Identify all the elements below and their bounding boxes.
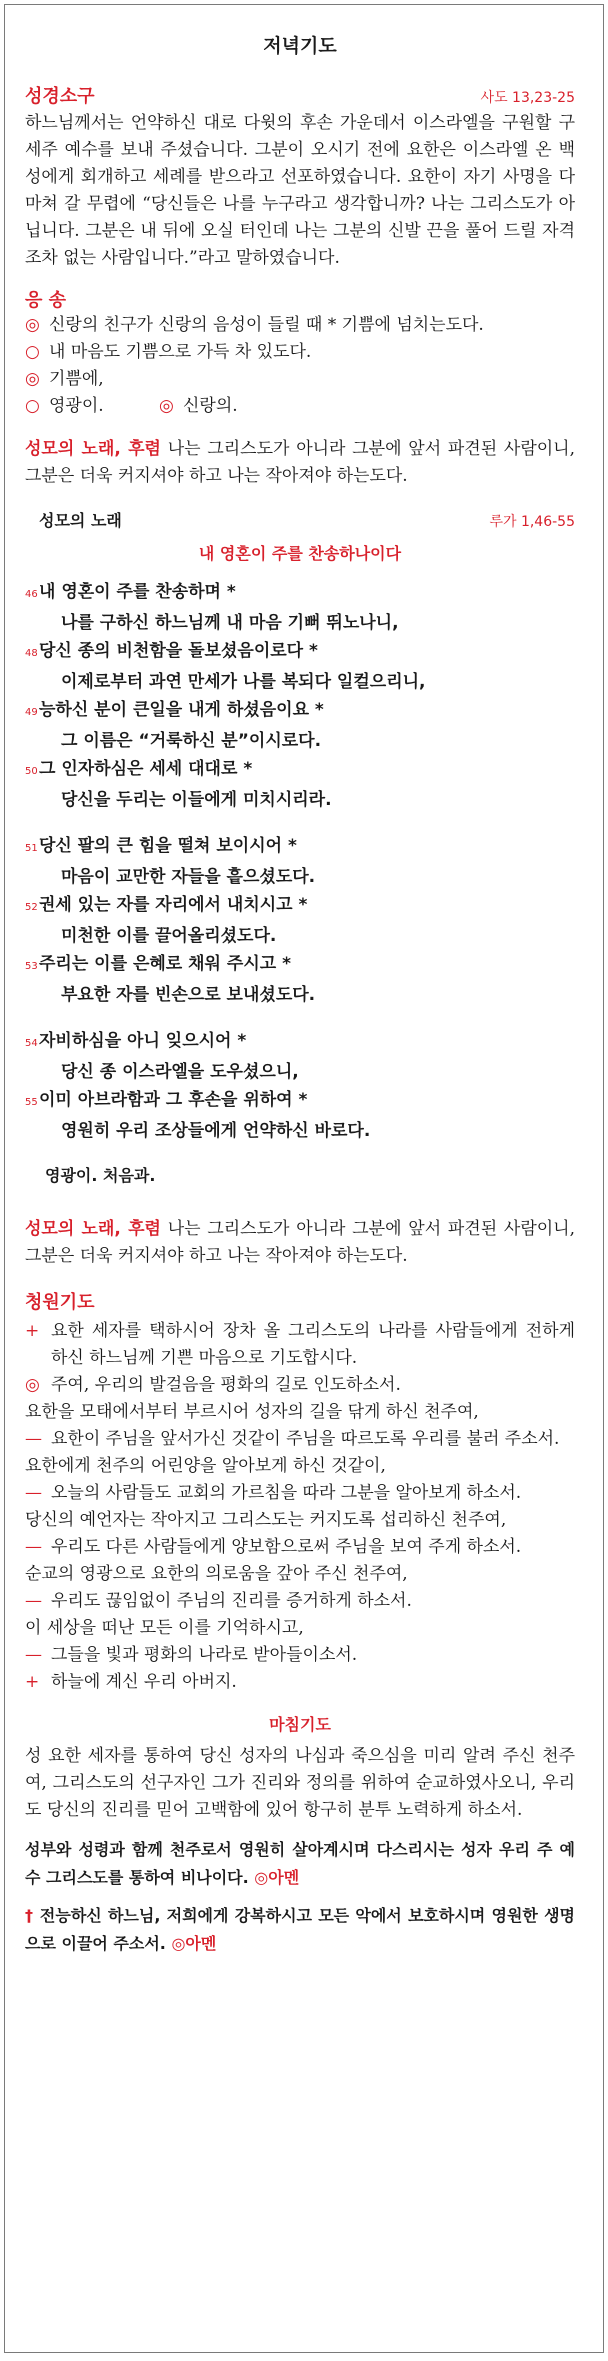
verse-text: 주리는 이를 은혜로 채워 주시고 * (39, 954, 291, 974)
blessing-text: 전능하신 하느님, 저희에게 강복하시고 모든 악에서 보호하시며 영원한 생명으로 이끌어 주소서. (25, 1906, 575, 1953)
verse-text: 당신 팔의 큰 힘을 떨쳐 보이시어 * (39, 836, 297, 856)
intercessions (25, 1318, 575, 1696)
dash-icon: — (25, 1483, 42, 1503)
concluding-heading: 마침기도 (269, 1715, 331, 1734)
responsory-line (25, 393, 575, 420)
canticle-title: 성모의 노래 (39, 511, 122, 530)
canticle-subtitle: 내 영혼이 주를 찬송하나이다 (198, 544, 402, 563)
response-symbol-icon: ◎ (159, 396, 174, 416)
intercession-text: 우리도 끊임없이 주님의 진리를 증거하게 하소서. (51, 1591, 412, 1611)
intercession-text: 요한이 주님을 앞서가신 것같이 주님을 따르도록 우리를 불러 주소서. (51, 1429, 560, 1449)
intercession-line (25, 1642, 575, 1669)
verse-number: 46 (25, 589, 38, 600)
intercessions-heading: 청원기도 (25, 1292, 95, 1313)
intercession-line (25, 1534, 575, 1561)
intercession-text: 하늘에 계신 우리 아버지. (51, 1672, 237, 1692)
intercession-line (25, 1507, 575, 1534)
intercession-text: 순교의 영광으로 요한의 의로움을 갚아 주신 천주여, (25, 1564, 408, 1584)
verse-text: 영원히 우리 조상들에게 언약하신 바로다. (61, 1121, 371, 1141)
glory-text: 영광이. 처음과. (45, 1166, 156, 1185)
response-symbol-icon: ◎ (25, 315, 40, 335)
verse-text: 당신 종의 비천함을 돌보셨음이로다 * (39, 641, 318, 661)
intercession-text: 그들을 빛과 평화의 나라로 받아들이소서. (51, 1645, 358, 1665)
verse-number: 53 (25, 961, 38, 972)
verse-text: 자비하심을 아니 잊으시어 * (39, 1031, 247, 1051)
versicle-symbol-icon: ○ (25, 342, 40, 362)
dash-icon: — (25, 1591, 42, 1611)
canticle-line (25, 950, 575, 981)
responsory-text: 기쁨에, (49, 369, 104, 389)
dash-icon: — (25, 1645, 42, 1665)
canticle-line (25, 1058, 575, 1086)
canticle-verses (25, 578, 575, 1145)
intercession-line (25, 1426, 575, 1453)
canticle-line (25, 755, 575, 786)
reading-header (25, 82, 575, 108)
verse-text: 그 인자하심은 세세 대대로 * (39, 759, 253, 779)
final-blessing (25, 1902, 575, 1958)
responsory-text: 신랑의. (183, 396, 238, 416)
breviary-page (4, 4, 604, 2353)
plus-icon: + (25, 1321, 40, 1341)
dash-icon: — (25, 1429, 42, 1449)
intercession-line (25, 1318, 575, 1372)
responsory-line (25, 339, 575, 366)
canticle-line (25, 1086, 575, 1117)
reading-reference: 사도 13,23-25 (480, 90, 575, 106)
responsory-text: 신랑의 친구가 신랑의 음성이 들릴 때 * 기쁨에 넘치는도다. (49, 315, 484, 335)
intercession-line (25, 1615, 575, 1642)
verse-number: 51 (25, 843, 38, 854)
versicle-symbol-icon: ○ (25, 396, 40, 416)
responsory-text: 내 마음도 기쁨으로 가득 차 있도다. (49, 342, 312, 362)
canticle-stanza (25, 578, 575, 814)
reading-text: 하느님께서는 언약하신 대로 다윗의 후손 가운데서 이스라엘을 구원할 구세주 예수를 보내 주셨습니다. 그분이 오시기 전에 요한은 이스라엘 온 백성에게 회개하고 세례를 받으라고 선포하였습니다. 요한이 자기 사명을 다 마쳐 갈 무렵에 “당신들은 나를 누구라고 생각합니까? 나는 그리스도가 아닙니다. 그분은 내 뒤에 오실 터인데 나는 그분의 신발 끈을 풀어 드릴 자격조차 없는 사람입니다.”라고 말하였습니다. (25, 113, 575, 268)
intercession-line (25, 1453, 575, 1480)
antiphon (25, 436, 575, 490)
intercession-text: 우리도 다른 사람들에게 양보함으로써 주님을 보여 주게 하소서. (51, 1537, 522, 1557)
antiphon-label: 성모의 노래, 후렴 (25, 1219, 161, 1239)
intercession-line (25, 1588, 575, 1615)
verse-text: 마음이 교만한 자들을 흩으셨도다. (61, 867, 316, 887)
canticle-line (25, 696, 575, 727)
antiphon-repeat (25, 1216, 575, 1270)
verse-text: 당신을 두리는 이들에게 미치시리라. (61, 790, 332, 810)
amen-response: ◎아멘 (171, 1934, 217, 1953)
verse-text: 부요한 자를 빈손으로 보내셨도다. (61, 985, 316, 1005)
canticle-line (25, 981, 575, 1009)
canticle-header (25, 508, 575, 531)
responsory-line (25, 312, 575, 339)
canticle-line (25, 863, 575, 891)
response-symbol-icon: ◎ (25, 1375, 40, 1395)
intercession-text: 주여, 우리의 발걸음을 평화의 길로 인도하소서. (51, 1375, 401, 1395)
canticle-line (25, 727, 575, 755)
glory-be (45, 1163, 575, 1186)
canticle-line (25, 578, 575, 609)
responsory-line (25, 366, 575, 393)
response-symbol-icon: ◎ (25, 369, 40, 389)
cross-icon: † (25, 1906, 34, 1925)
verse-number: 52 (25, 902, 38, 913)
canticle-line (25, 891, 575, 922)
canticle-line (25, 1117, 575, 1145)
intercession-line (25, 1480, 575, 1507)
intercession-text: 요한에게 천주의 어린양을 알아보게 하신 것같이, (25, 1456, 386, 1476)
intercession-text: 오늘의 사람들도 교회의 가르침을 따라 그분을 알아보게 하소서. (51, 1483, 522, 1503)
verse-number: 48 (25, 648, 38, 659)
dash-icon: — (25, 1537, 42, 1557)
verse-number: 49 (25, 707, 38, 718)
verse-text: 이제로부터 과연 만세가 나를 복되다 일컬으리니, (61, 672, 426, 692)
verse-text: 이미 아브라함과 그 후손을 위하여 * (39, 1090, 308, 1110)
page-title: 저녁기도 (263, 35, 337, 57)
verse-number: 55 (25, 1097, 38, 1108)
intercession-line (25, 1372, 575, 1399)
intercession-text: 당신의 예언자는 작아지고 그리스도는 커지도록 섭리하신 천주여, (25, 1510, 507, 1530)
antiphon-label: 성모의 노래, 후렴 (25, 439, 161, 459)
canticle-stanza (25, 1027, 575, 1145)
verse-number: 50 (25, 766, 38, 777)
canticle-line (25, 1027, 575, 1058)
plus-icon: + (25, 1672, 40, 1692)
verse-text: 그 이름은 “거룩하신 분”이시로다. (61, 731, 322, 751)
canticle-line (25, 668, 575, 696)
verse-text: 권세 있는 자를 자리에서 내치시고 * (39, 895, 308, 915)
doxology-text: 성부와 성령과 함께 천주로서 영원히 살아계시며 다스리시는 성자 우리 주 예수 그리스도를 통하여 비나이다. (25, 1840, 575, 1887)
canticle-line (25, 786, 575, 814)
canticle-line (25, 832, 575, 863)
responsory (25, 312, 575, 420)
verse-text: 내 영혼이 주를 찬송하며 * (39, 582, 236, 602)
intercession-text: 이 세상을 떠난 모든 이를 기억하시고, (25, 1618, 304, 1638)
responsory-heading: 응 송 (25, 290, 67, 311)
antiphon-text: 나는 그리스도가 아니라 그분에 앞서 파견된 사람이니, 그분은 더욱 커지셔야 하고 나는 작아져야 하는도다. (25, 439, 575, 486)
intercession-line (25, 1561, 575, 1588)
doxology (25, 1836, 575, 1892)
reading-heading: 성경소구 (25, 86, 95, 107)
canticle-line (25, 637, 575, 668)
canticle-reference: 루가 1,46-55 (489, 514, 575, 530)
verse-number: 54 (25, 1038, 38, 1049)
amen-response: ◎아멘 (254, 1868, 300, 1887)
canticle-line (25, 609, 575, 637)
intercession-line (25, 1399, 575, 1426)
intercession-text: 요한을 모태에서부터 부르시어 성자의 길을 닦게 하신 천주여, (25, 1402, 479, 1422)
canticle-stanza (25, 832, 575, 1009)
intercession-text: 요한 세자를 택하시어 장차 올 그리스도의 나라를 사람들에게 전하게 하신 하느님께 기쁜 마음으로 기도합시다. (51, 1321, 575, 1368)
verse-text: 나를 구하신 하느님께 내 마음 기뻐 뛰노나니, (61, 613, 399, 633)
verse-text: 당신 종 이스라엘을 도우셨으니, (61, 1062, 299, 1082)
canticle-line (25, 922, 575, 950)
intercession-line (25, 1669, 575, 1696)
verse-text: 미천한 이를 끌어올리셨도다. (61, 926, 277, 946)
verse-text: 능하신 분이 큰일을 내게 하셨음이요 * (39, 700, 324, 720)
concluding-text: 성 요한 세자를 통하여 당신 성자의 나심과 죽으심을 미리 알려 주신 천주여, 그리스도의 선구자인 그가 진리와 정의를 위하여 순교하였사오니, 우리도 당신의 진리를 믿어 고백함에 있어 항구히 분투 노력하게 하소서. (25, 1746, 575, 1820)
antiphon-text: 나는 그리스도가 아니라 그분에 앞서 파견된 사람이니, 그분은 더욱 커지셔야 하고 나는 작아져야 하는도다. (25, 1219, 575, 1266)
responsory-text: 영광이. (49, 396, 104, 416)
